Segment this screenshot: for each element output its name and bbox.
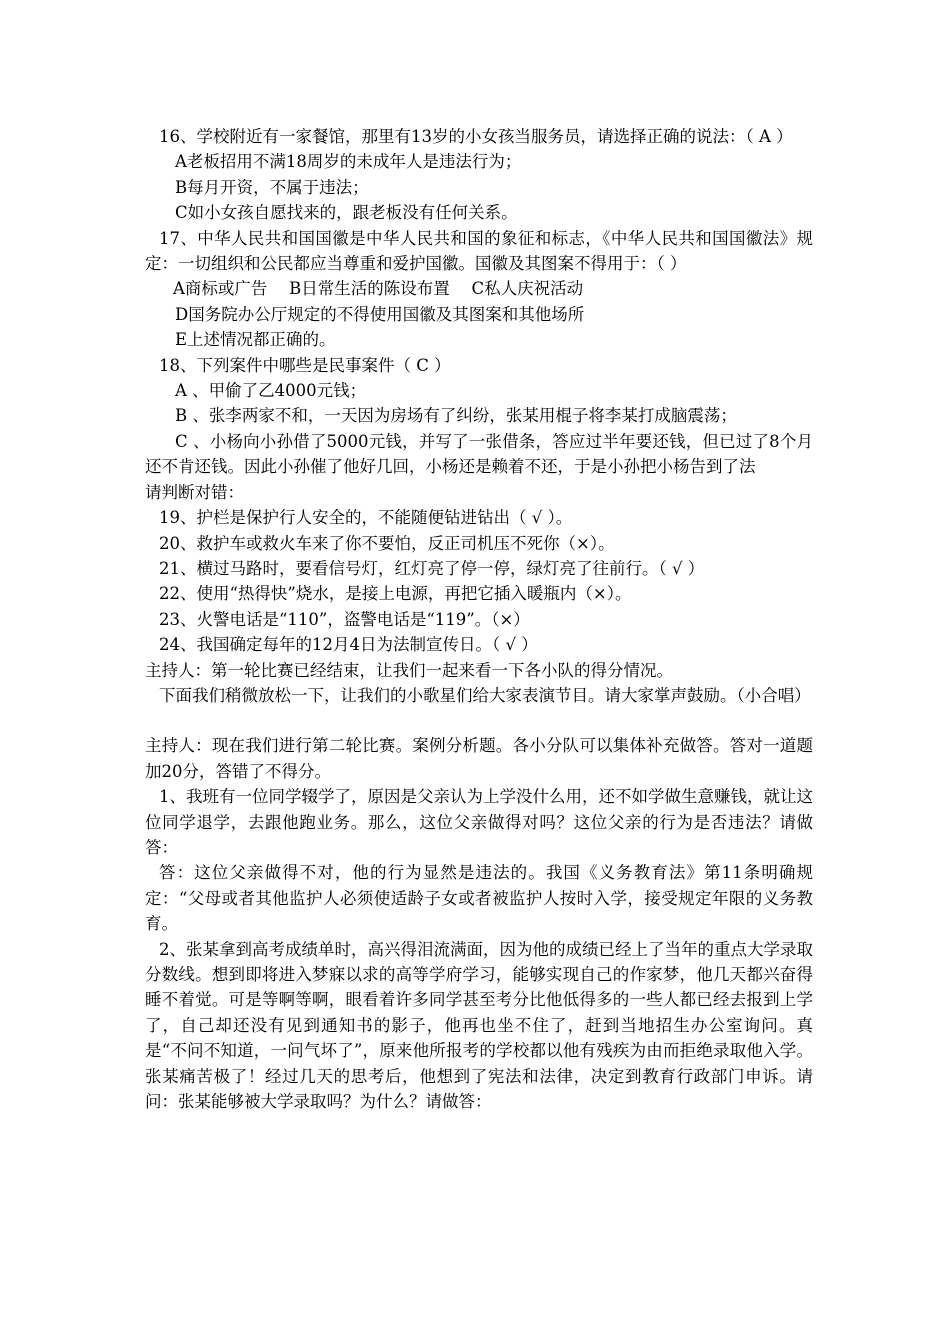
option-16b: B每月开资，不属于违法； bbox=[175, 177, 369, 197]
question-24: 24、我国确定每年的12月4日为法制宣传日。（ √ ） bbox=[159, 635, 538, 655]
option-17d: D国务院办公厅规定的不得使用国徽及其图案和其他场所 bbox=[175, 304, 585, 324]
option-18b: B 、张李两家不和，一天因为房场有了纠纷，张某用棍子将李某打成脑震荡； bbox=[175, 406, 737, 426]
option-17abc: A商标或广告 B日常生活的陈设布置 C私人庆祝活动 bbox=[173, 279, 584, 299]
question-16: 16、学校附近有一家餐馆，那里有13岁的小女孩当服务员，请选择正确的说法：（ A ） bbox=[159, 127, 793, 146]
host-remark-2: 主持人：现在我们进行第二轮比赛。案例分析题。各小分队可以集体补充做答。答对一道题加20分，答错了不得分。 bbox=[145, 736, 813, 781]
case-1: 1、我班有一位同学辍学了，原因是父亲认为上学没什么用，还不如学做生意赚钱，就让这位同学退学，去跟他跑业务。那么，这位父亲做得对吗？这位父亲的行为是否违法？请做答： bbox=[145, 787, 813, 857]
option-16a: A老板招用不满18周岁的未成年人是违法行为； bbox=[175, 152, 522, 172]
question-18: 18、下列案件中哪些是民事案件（ C ） bbox=[159, 355, 451, 375]
case-2: 2、张某拿到高考成绩单时，高兴得泪流满面，因为他的成绩已经上了当年的重点大学录取分数线。想到即将进入梦寐以求的高等学府学习，能够实现自己的作家梦，他几天都兴奋得睡不着觉。可是等啊等啊，眼看着许多同学甚至考分比他低得多的一些人都已经去报到上学了，自己却还没有见到通知书的影子，他再也坐不住了，赶到当地招生办公室询问。真是“不问不知道，一问气坏了”，原来他所报考的学校都以他有残疾为由而拒绝录取他入学。张某痛苦极了！经过几天的思考后，他想到了宪法和法律，决定到教育行政部门申诉。请问：张某能够被大学录取吗？为什么？请做答： bbox=[145, 939, 813, 1112]
answer-1: 答：这位父亲做得不对，他的行为显然是违法的。我国《义务教育法》第11条明确规定：“父母或者其他监护人必须使适龄子女或者被监护人按时入学，接受规定年限的义务教育。 bbox=[145, 863, 813, 934]
question-20: 20、救护车或救火车来了你不要怕，反正司机压不死你（×）。 bbox=[159, 533, 615, 553]
question-22: 22、使用“热得快”烧水，是接上电源，再把它插入暖瓶内（×）。 bbox=[159, 584, 632, 604]
host-remark-1: 主持人：第一轮比赛已经结束，让我们一起来看一下各小队的得分情况。 bbox=[145, 660, 673, 680]
option-18c: C 、小杨向小孙借了5000元钱，并写了一张借条，答应过半年要还钱，但已过了8个月还不肯还钱。因此小孙催了他好几回，小杨还是赖着不还，于是小孙把小杨告到了法 bbox=[145, 431, 813, 477]
question-21: 21、横过马路时，要看信号灯，红灯亮了停一停，绿灯亮了往前行。（ √ ） bbox=[159, 558, 705, 578]
question-19: 19、护栏是保护行人安全的，不能随便钻进钻出（ √ ）。 bbox=[159, 508, 573, 528]
blank-line bbox=[145, 708, 813, 733]
question-23: 23、火警电话是“110”，盗警电话是“119”。（×） bbox=[159, 609, 530, 629]
host-remark-1b: 下面我们稍微放松一下，让我们的小歌星们给大家表演节目。请大家掌声鼓励。（小合唱） bbox=[159, 685, 811, 705]
option-16c: C如小女孩自愿找来的，跟老板没有任何关系。 bbox=[175, 203, 518, 223]
question-17: 17、中华人民共和国国徽是中华人民共和国的象征和标志，《中华人民共和国国徽法》规定：一切组织和公民都应当尊重和爱护国徽。国徽及其图案不得用于：（ ） bbox=[145, 228, 813, 274]
document-page bbox=[145, 124, 813, 1114]
judge-heading: 请判断对错： bbox=[145, 482, 244, 502]
option-17e: E上述情况都正确的。 bbox=[175, 330, 336, 350]
option-18a: A 、甲偷了乙4000元钱； bbox=[175, 381, 367, 401]
